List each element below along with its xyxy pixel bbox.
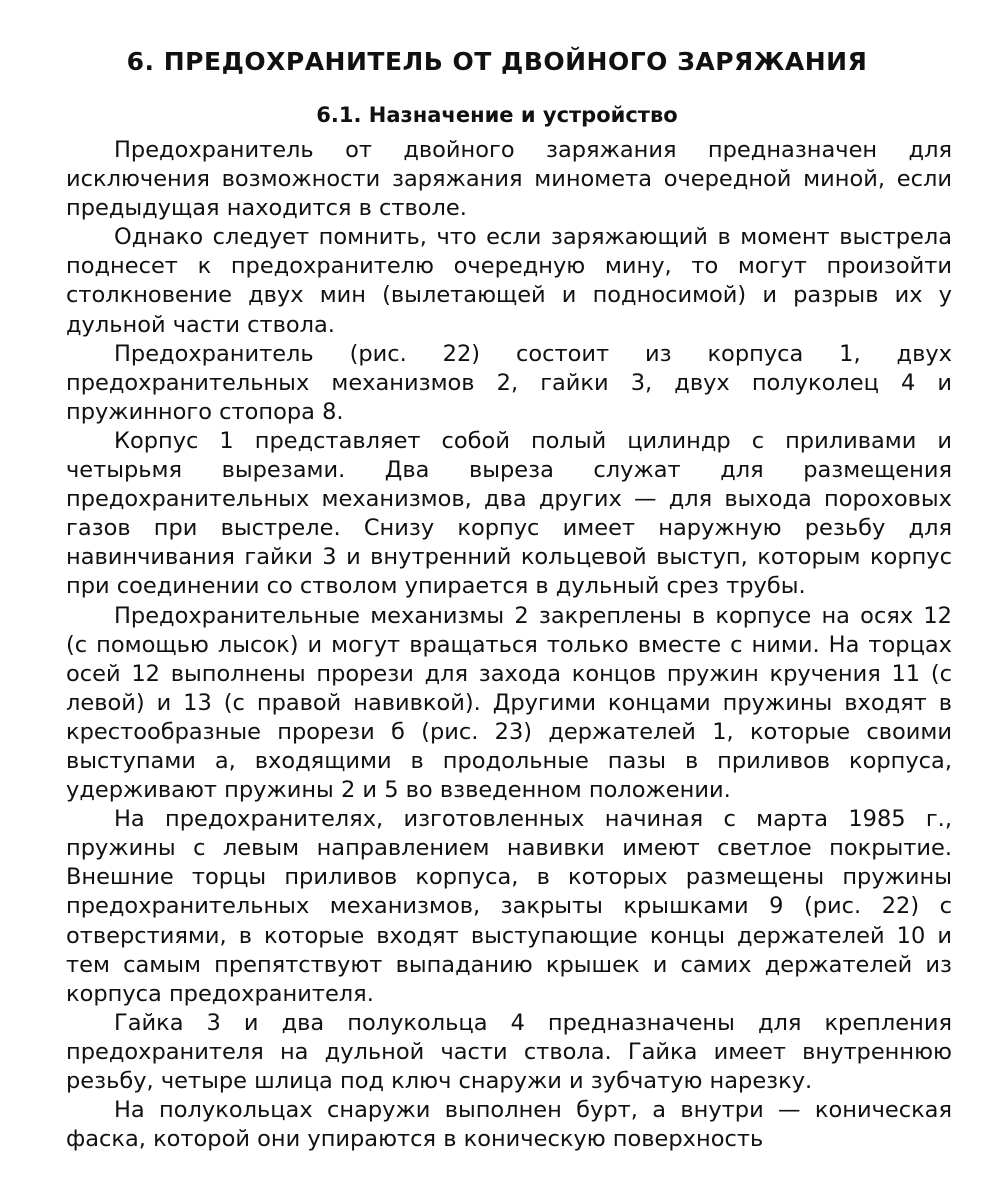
- paragraph-warning: Однако следует помнить, что если заряжающий в момент выстрела поднесет к предохранителю очередную мину, то могут произойти столкновение двух мин (вылетающей и подносимой) и разрыв их у дульной части ствола.: [66, 224, 952, 338]
- paragraph-housing: Корпус 1 представляет собой полый цилиндр с приливами и четырьмя вырезами. Два выреза служат для размещения предохранительных механизмов, два других — для выхода пороховых газов при выстреле. Снизу корпус имеет наружную резьбу для навинчивания гайки 3 и внутренний кольцевой выступ, которым корпус при соединении со стволом упирается в дульный срез трубы.: [66, 427, 952, 600]
- paragraph-half-rings: На полукольцах снаружи выполнен бурт, а внутри — коническая фаска, которой они упираются в коническую поверхность: [66, 1097, 952, 1153]
- paragraph-composition: Предохранитель (рис. 22) состоит из корпуса 1, двух предохранительных механизмов 2, гайки 3, двух полуколец 4 и пружинного стопора 8.: [66, 340, 952, 425]
- section-title: 6.1. Назначение и устройство: [316, 103, 678, 128]
- paragraph-purpose: Предохранитель от двойного заряжания предназначен для исключения возможности заряжания миномета очередной миной, если предыдущая находится в стволе.: [66, 137, 952, 222]
- paragraph-mechanisms: Предохранительные механизмы 2 закреплены в корпусе на осях 12 (с помощью лысок) и могут вращаться только вместе с ними. На торцах осей 12 выполнены прорези для захода концов пружин кручения 11 (с левой) и 13 (с правой навивкой). Другими концами пружины входят в крестообразные прорези б (рис. 23) держателей 1, которые своими выступами а, входящими в продольные пазы в приливов корпуса, удерживают пружины 2 и 5 во взведенном положении.: [66, 602, 952, 804]
- body-text: [66, 136, 952, 1154]
- chapter-title: 6. ПРЕДОХРАНИТЕЛЬ ОТ ДВОЙНОГО ЗАРЯЖАНИЯ: [126, 46, 868, 76]
- paragraph-springs: На предохранителях, изготовленных начиная с марта 1985 г., пружины с левым направлением навивки имеют светлое покрытие. Внешние торцы приливов корпуса, в которых размещены пружины предохранительных механизмов, закрыты крышками 9 (рис. 22) с отверстиями, в которые входят выступающие концы держателей 10 и тем самым препятствуют выпаданию крышек и самих держателей из корпуса предохранителя.: [66, 806, 952, 1007]
- paragraph-nut: Гайка 3 и два полукольца 4 предназначены для крепления предохранителя на дульной части ствола. Гайка имеет внутреннюю резьбу, четыре шлица под ключ снаружи и зубчатую нарезку.: [66, 1009, 952, 1094]
